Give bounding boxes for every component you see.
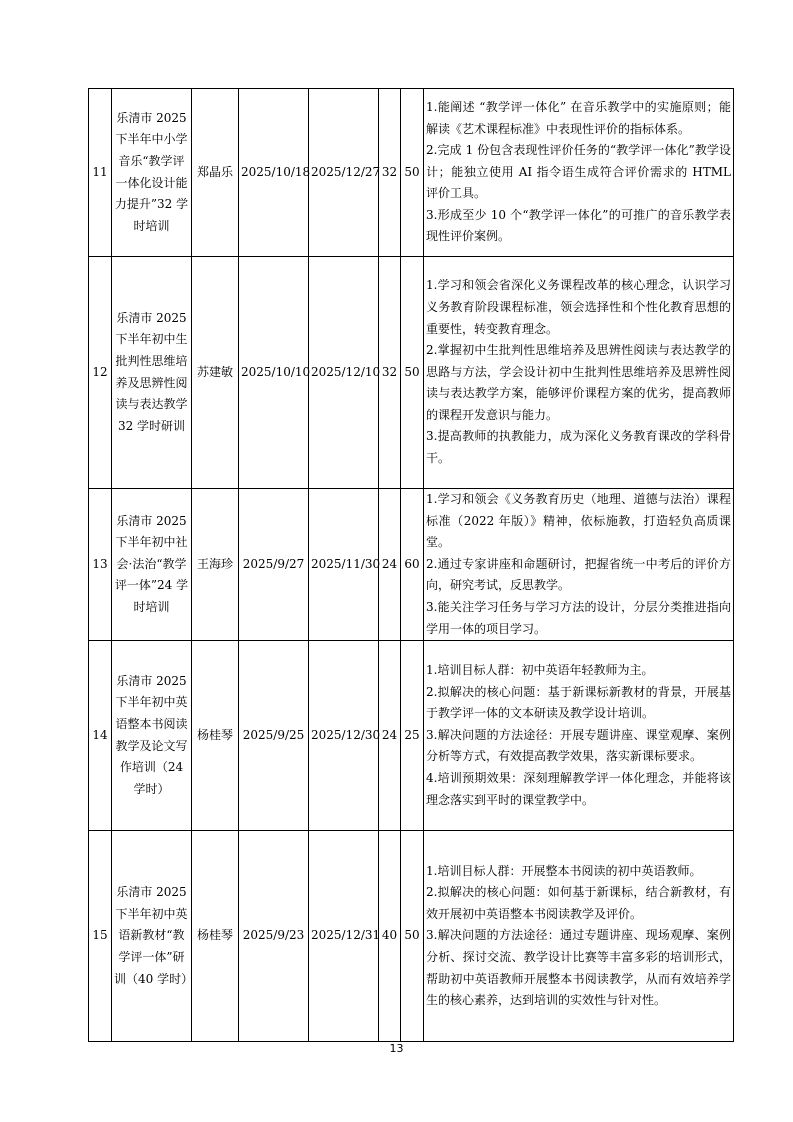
course-name: 乐清市 2025 下半年初中社会·法治“教学评一体”24 学时培训 [112, 489, 192, 641]
goal-item: 3.解决问题的方法途径：开展专题讲座、课堂观摩、案例分析等方式，有效提高教学效果，落实新课标要求。 [426, 727, 731, 764]
course-hours: 24 [379, 641, 401, 831]
person-in-charge: 郑晶乐 [192, 89, 239, 257]
table-row [89, 831, 734, 1042]
participant-quota: 50 [401, 257, 424, 489]
goal-item: 2.完成 1 份包含表现性评价任务的“教学评一体化”教学设计；能独立使用 AI 指令语生成符合评价需求的 HTML 评价工具。 [426, 143, 731, 201]
goal-item: 1.能阐述 “教学评一体化” 在音乐教学中的实施原则；能解读《艺术课程标准》中表现性评价的指标体系。 [426, 99, 731, 136]
course-name: 乐清市 2025 下半年初中英语新教材“教学评一体”研训（40 学时） [112, 831, 192, 1042]
goal-item: 2.掌握初中生批判性思维培养及思辨性阅读与表达教学的思路与方法，学会设计初中生批判性思维培养及思辨性阅读与表达教学方案，能够评价课程方案的优劣，提高教师的课程开发意识与能力。 [426, 343, 731, 422]
training-goals [424, 641, 734, 831]
row-number: 14 [89, 641, 112, 831]
course-hours: 24 [379, 489, 401, 641]
participant-quota: 60 [401, 489, 424, 641]
goal-item: 2.通过专家讲座和命题研讨，把握省统一中考后的评价方向，研究考试，反思教学。 [426, 556, 731, 593]
row-number: 15 [89, 831, 112, 1042]
goal-item: 3.形成至少 10 个“教学评一体化”的可推广的音乐教学表现性评价案例。 [426, 207, 731, 244]
table-row [89, 257, 734, 489]
goal-item: 1.学习和领会省深化义务课程改革的核心理念，认识学习义务教育阶段课程标准，领会选择性和个性化教育思想的重要性，转变教育理念。 [426, 278, 731, 336]
goal-item: 2.拟解决的核心问题：基于新课标新教材的背景，开展基于教学评一体的文本研读及教学设计培训。 [426, 684, 731, 721]
start-date: 2025/10/18 [239, 89, 309, 257]
goal-item: 1.培训目标人群：开展整本书阅读的初中英语教师。 [426, 863, 702, 878]
table-row [89, 489, 734, 641]
end-date: 2025/11/30 [309, 489, 379, 641]
training-goals [424, 489, 734, 641]
training-goals [424, 831, 734, 1042]
goal-item: 1.学习和领会《义务教育历史（地理、道德与法治）课程标准（2022 年版）》精神，依标施教，打造轻负高质课堂。 [426, 492, 731, 550]
end-date: 2025/12/31 [309, 831, 379, 1042]
training-table [88, 88, 734, 1042]
course-name: 乐清市 2025 下半年中小学音乐“教学评一体化设计能力提升”32 学时培训 [112, 89, 192, 257]
start-date: 2025/10/10 [239, 257, 309, 489]
start-date: 2025/9/23 [239, 831, 309, 1042]
person-in-charge: 苏建敏 [192, 257, 239, 489]
participant-quota: 25 [401, 641, 424, 831]
start-date: 2025/9/27 [239, 489, 309, 641]
participant-quota: 50 [401, 89, 424, 257]
course-hours: 32 [379, 89, 401, 257]
person-in-charge: 杨桂琴 [192, 831, 239, 1042]
row-number: 11 [89, 89, 112, 257]
course-name: 乐清市 2025 下半年初中英语整本书阅读教学及论文写作培训（24 学时） [112, 641, 192, 831]
goal-item: 2.拟解决的核心问题：如何基于新课标，结合新教材，有效开展初中英语整本书阅读教学及评价。 [426, 885, 731, 921]
participant-quota: 50 [401, 831, 424, 1042]
goal-item: 3.解决问题的方法途径：通过专题讲座、现场观摩、案例分析、探讨交流、教学设计比赛等丰富多彩的培训形式，帮助初中英语教师开展整本书阅读教学，从而有效培养学生的核心素养，达到培训的实效性与针对性。 [426, 928, 731, 1008]
page-number: 13 [389, 1042, 404, 1055]
goal-item: 3.能关注学习任务与学习方法的设计，分层分类推进指向学用一体的项目学习。 [426, 599, 731, 636]
row-number: 13 [89, 489, 112, 641]
table-row [89, 89, 734, 257]
person-in-charge: 杨桂琴 [192, 641, 239, 831]
course-hours: 40 [379, 831, 401, 1042]
table-body [89, 89, 734, 1042]
row-number: 12 [89, 257, 112, 489]
table-row [89, 641, 734, 831]
goal-item: 4.培训预期效果：深刻理解教学评一体化理念，并能将该理念落实到平时的课堂教学中。 [426, 771, 731, 807]
training-goals [424, 89, 734, 257]
person-in-charge: 王海珍 [192, 489, 239, 641]
course-name: 乐清市 2025 下半年初中生批判性思维培养及思辨性阅读与表达教学 32 学时研训 [112, 257, 192, 489]
goal-item: 1.培训目标人群：初中英语年轻教师为主。 [426, 663, 654, 678]
end-date: 2025/12/10 [309, 257, 379, 489]
start-date: 2025/9/25 [239, 641, 309, 831]
goal-item: 3.提高教师的执教能力，成为深化义务教育课改的学科骨干。 [426, 429, 731, 466]
course-hours: 32 [379, 257, 401, 489]
training-goals [424, 257, 734, 489]
end-date: 2025/12/27 [309, 89, 379, 257]
end-date: 2025/12/30 [309, 641, 379, 831]
